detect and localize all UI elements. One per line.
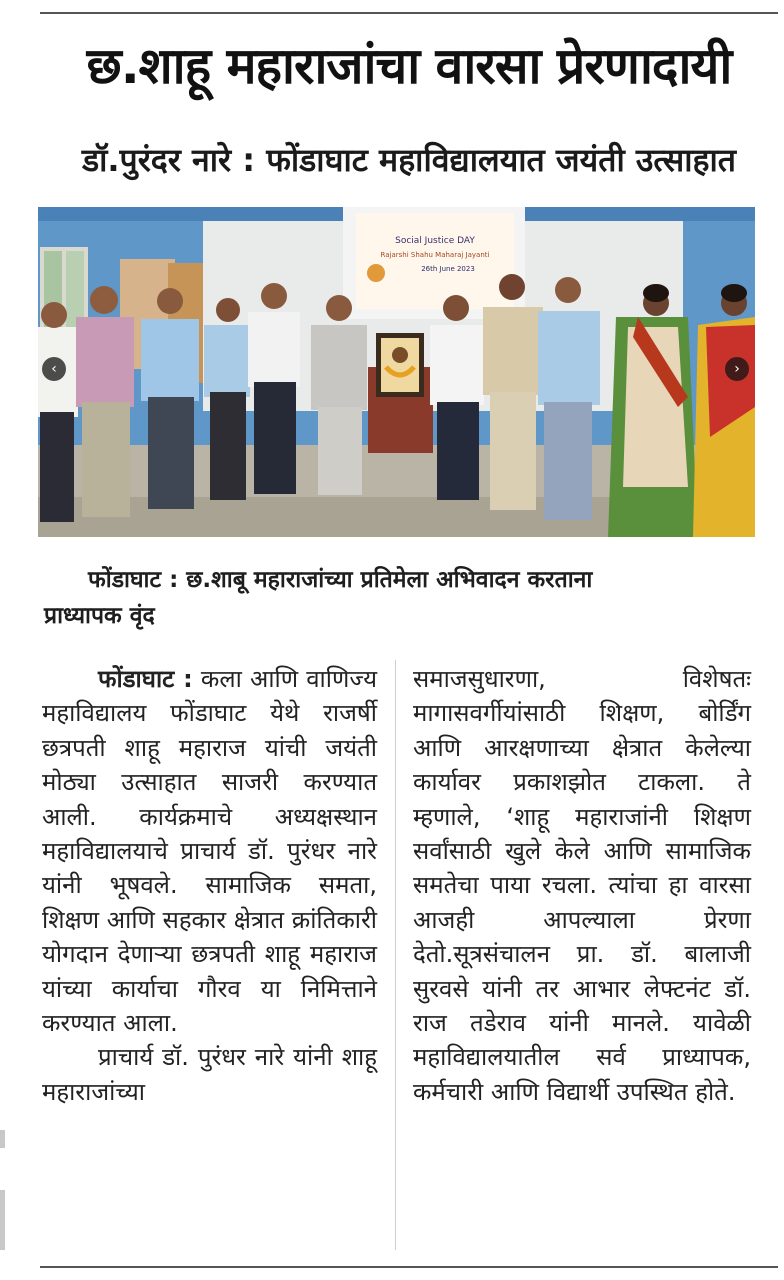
dateline: फोंडाघाट : — [98, 665, 193, 693]
screen-date: 26th June 2023 — [421, 265, 475, 273]
person-figure — [248, 283, 300, 494]
top-rule — [40, 12, 778, 14]
paragraph: समाजसुधारणा, विशेषतः मागासवर्गीयांसाठी शिक्षण, बोर्डिंग आणि आरक्षणाच्या क्षेत्रात केलेल्या कार्यावर प्रकाशझोत टाकला. ते म्हणाले, ‘शाहू महाराजांनी शिक्षण सर्वांसाठी खुले केले आणि सामाजिक समतेचा पाया रचला. त्यांचा हा वारसा आजही आपल्याला प्रेरणा देतो.सूत्रसंचालन प्रा. डॉ. बालाजी सुरवसे यांनी तर आभार लेफ्टनंट डॉ. राज तडेराव यांनी मानले. यावेळी महाविद्यालयातील सर्व प्राध्यापक, कर्मचारी आणि विद्यार्थी उपस्थित होते. — [413, 665, 751, 1106]
caption-line-2: प्राध्यापक वृंद — [44, 603, 155, 629]
screen-subtitle: Rajarshi Shahu Maharaj Jayanti — [380, 251, 490, 259]
article-column-left — [42, 662, 377, 1109]
column-divider — [395, 660, 396, 1250]
person-figure — [483, 274, 543, 510]
screen-title: Social Justice DAY — [395, 236, 475, 246]
paragraph — [42, 662, 377, 1040]
photo-caption — [44, 562, 770, 634]
subheadline: डॉ.पुरंदर नारे : फोंडाघाट महाविद्यालयात जयंती उत्साहात — [81, 141, 737, 179]
chevron-right-icon[interactable]: › — [725, 357, 749, 381]
person-figure — [38, 302, 78, 522]
person-figure — [141, 288, 199, 509]
caption-line-1: फोंडाघाट : छ.शाबू महाराजांच्या प्रतिमेला अभिवादन करताना — [88, 567, 593, 593]
scan-edge-mark — [0, 1130, 5, 1148]
person-figure — [430, 295, 484, 500]
bottom-rule — [40, 1266, 778, 1268]
chevron-left-icon[interactable]: ‹ — [42, 357, 66, 381]
paragraph: प्राचार्य डॉ. पुरंधर नारे यांनी शाहू महाराजांच्या — [42, 1043, 377, 1106]
person-figure — [204, 298, 250, 500]
headline: छ.शाहू महाराजांचा वारसा प्रेरणादायी — [86, 37, 732, 95]
article-column-right — [413, 662, 751, 1109]
person-figure — [608, 284, 698, 537]
scan-edge-mark — [0, 1190, 5, 1250]
person-figure — [311, 295, 367, 495]
person-figure — [538, 277, 600, 520]
event-photo — [38, 207, 755, 537]
paragraph-text: कला आणि वाणिज्य महाविद्यालय फोंडाघाट येथे राजर्षी छत्रपती शाहू महाराज यांची जयंती मोठ्या उत्साहात साजरी करण्यात आली. कार्यक्रमाचे अध्यक्षस्थान महाविद्यालयाचे प्राचार्य डॉ. पुरंधर नारे यांनी भूषवले. सामाजिक समता, शिक्षण आणि सहकार क्षेत्रात क्रांतिकारी योगदान देणाऱ्या छत्रपती शाहू महाराज यांच्या कार्याचा गौरव या निमित्ताने करण्यात आला. — [42, 665, 377, 1038]
person-figure — [76, 286, 134, 517]
